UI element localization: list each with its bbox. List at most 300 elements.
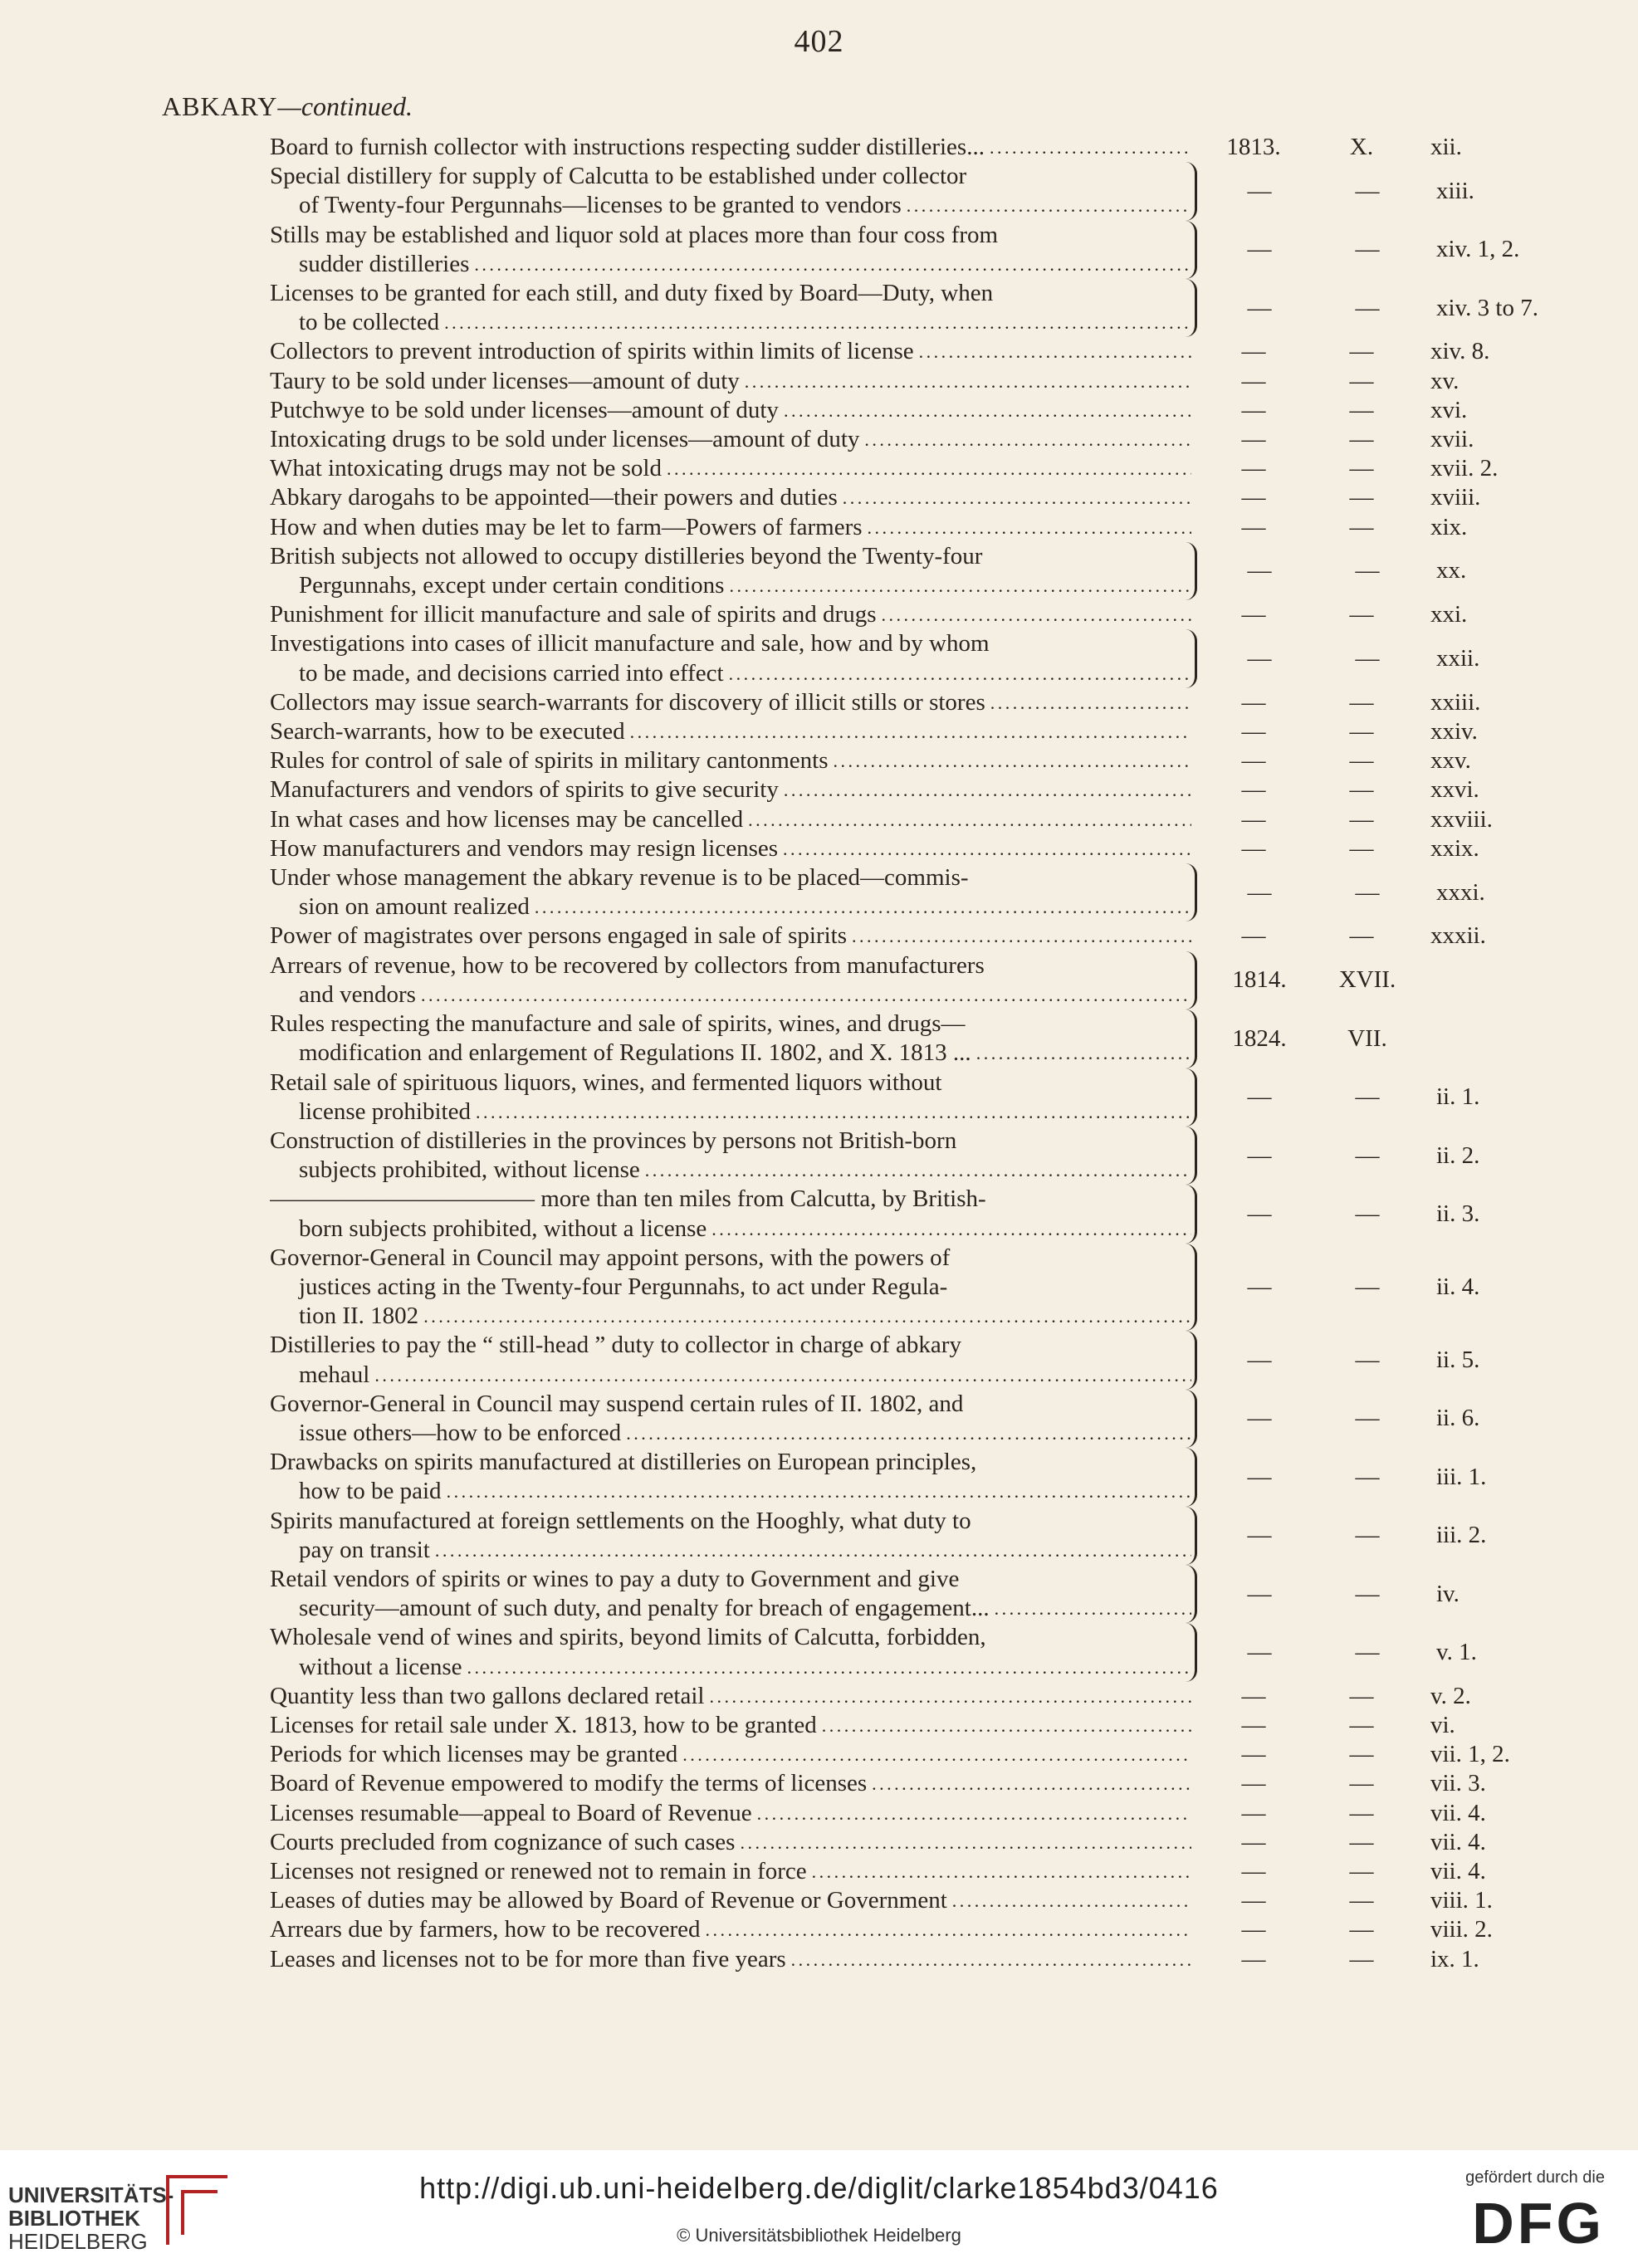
entry-year: — <box>1241 601 1266 628</box>
entry-year: — <box>1247 1638 1272 1665</box>
entry-line <box>270 1273 1191 1302</box>
entry-line <box>270 1127 1191 1156</box>
index-entry <box>270 1740 1510 1769</box>
index-entry <box>270 775 1490 804</box>
entry-description <box>270 1740 1191 1769</box>
entry-line <box>270 892 1191 921</box>
entry-description <box>270 1009 1197 1068</box>
entry-line-text: ——————————— more than ten miles from Calcutta, by British- <box>270 1185 986 1213</box>
entry-line <box>270 1068 1191 1097</box>
entry-year: — <box>1241 1916 1266 1943</box>
entry-line <box>270 308 1191 337</box>
index-entry <box>270 1068 1490 1127</box>
entry-description <box>270 483 1191 512</box>
permalink-url[interactable]: http://digi.ub.uni-heidelberg.de/diglit/clarke1854bd3/0416 <box>419 2171 1219 2205</box>
entry-line <box>270 1302 1191 1331</box>
entry-line <box>270 133 1191 162</box>
entry-year: — <box>1247 645 1272 672</box>
dfg-logo: DFG <box>1472 2191 1605 2256</box>
entry-line-text: How and when duties may be let to farm—Powers of farmers <box>270 513 863 540</box>
index-entry <box>270 1857 1490 1886</box>
entry-section: xxxii. <box>1430 922 1486 950</box>
entry-line <box>270 483 1191 512</box>
entry-section: xiv. 8. <box>1430 338 1490 365</box>
entry-section: vii. 3. <box>1430 1770 1486 1797</box>
entry-description <box>270 162 1197 220</box>
entry-line <box>270 629 1191 658</box>
entry-line <box>270 1915 1191 1944</box>
entry-section: xxii. <box>1436 645 1480 672</box>
index-entry <box>270 717 1490 746</box>
index-entry <box>270 1185 1490 1243</box>
index-entry <box>270 746 1490 775</box>
entry-year: — <box>1247 878 1272 906</box>
entry-line <box>270 1477 1191 1506</box>
entry-line <box>270 279 1191 308</box>
entry-description <box>270 921 1191 951</box>
entry-description <box>270 1565 1197 1623</box>
entry-regulation: — <box>1349 688 1374 716</box>
entry-section: xxi. <box>1430 601 1468 628</box>
entry-year: — <box>1241 1887 1266 1914</box>
entry-line <box>270 1244 1191 1273</box>
entry-section: ii. 1. <box>1436 1083 1480 1111</box>
entry-line-text: What intoxicating drugs may not be sold <box>270 455 662 482</box>
entry-regulation: — <box>1355 236 1380 263</box>
entry-line-text: Quantity less than two gallons declared retail <box>270 1682 705 1709</box>
entry-line <box>270 1009 1191 1039</box>
entry-description <box>270 775 1191 804</box>
footer-bar <box>0 2150 1638 2268</box>
entry-line-text: Rules respecting the manufacture and sale of spirits, wines, and drugs— <box>270 1010 966 1038</box>
index-entry <box>270 1682 1490 1711</box>
entry-line-text: of Twenty-four Pergunnahs—licenses to be granted to vendors <box>299 192 902 219</box>
entry-line-text: mehaul <box>299 1361 370 1388</box>
entry-section: ii. 6. <box>1436 1405 1480 1432</box>
entry-line-text: subjects prohibited, without license <box>299 1156 640 1184</box>
entry-line-text: Leases and licenses not to be for more than five years <box>270 1945 786 1972</box>
entry-regulation: — <box>1349 1799 1374 1826</box>
entry-line <box>270 221 1191 250</box>
entry-section: xxiii. <box>1430 688 1481 716</box>
index-entry <box>270 1565 1490 1623</box>
entry-section: vi. <box>1430 1711 1455 1738</box>
page-number: 402 <box>794 24 844 59</box>
entry-description <box>270 717 1191 746</box>
entry-section: xiv. 3 to 7. <box>1436 294 1538 321</box>
entry-section: xvii. 2. <box>1430 455 1499 482</box>
entry-section: ii. 2. <box>1436 1141 1480 1169</box>
index-entry <box>270 162 1490 220</box>
entry-regulation: — <box>1349 338 1374 365</box>
index-entry <box>270 1009 1490 1068</box>
entry-regulation: — <box>1349 1887 1374 1914</box>
entry-line <box>270 1097 1191 1127</box>
entry-description <box>270 805 1191 834</box>
section-title: ABKARY <box>162 91 278 121</box>
index-entry <box>270 221 1520 279</box>
entry-section: xxviii. <box>1430 805 1493 833</box>
entry-line-text: Governor-General in Council may suspend certain rules of II. 1802, and <box>270 1390 964 1417</box>
entry-year: — <box>1241 1711 1266 1738</box>
index-entry <box>270 951 1490 1009</box>
entry-description <box>270 542 1197 600</box>
entry-year: — <box>1247 1200 1272 1227</box>
entry-regulation: — <box>1355 557 1380 584</box>
index-entry <box>270 863 1490 921</box>
entry-line <box>270 250 1191 279</box>
entry-line-text: How manufacturers and vendors may resign licenses <box>270 834 779 862</box>
index-entry <box>270 1390 1490 1448</box>
entry-line <box>270 542 1191 571</box>
entry-description <box>270 1331 1197 1389</box>
index-entry <box>270 600 1490 629</box>
entry-regulation: — <box>1349 1711 1374 1738</box>
entry-line-text: Arrears due by farmers, how to be recovered <box>270 1916 701 1943</box>
entry-line-text: Licenses not resigned or renewed not to remain in force <box>270 1857 807 1884</box>
entry-year: — <box>1241 688 1266 716</box>
entry-section: ii. 3. <box>1436 1200 1480 1227</box>
entry-regulation: — <box>1355 1273 1380 1300</box>
entry-line-text: Rules for control of sale of spirits in military cantonments <box>270 747 829 775</box>
entry-year: — <box>1247 1580 1272 1607</box>
index-entry <box>270 1623 1490 1681</box>
entry-line-text: to be collected <box>299 309 440 336</box>
entry-line <box>270 746 1191 775</box>
entry-regulation: — <box>1349 1916 1374 1943</box>
entry-year: 1813. <box>1226 134 1281 160</box>
entry-section: xv. <box>1430 367 1460 394</box>
entry-regulation: — <box>1355 645 1380 672</box>
entry-line-text: Collectors may issue search-warrants for discovery of illicit stills or stores <box>270 688 985 716</box>
entry-line-text: Courts precluded from cognizance of such cases <box>270 1828 736 1855</box>
entry-section: vii. 1, 2. <box>1430 1741 1510 1768</box>
entry-line <box>270 600 1191 629</box>
entry-section: xxiv. <box>1430 718 1478 745</box>
entry-line <box>270 863 1191 892</box>
entry-line <box>270 1740 1191 1769</box>
entry-description <box>270 221 1197 279</box>
entry-line <box>270 1799 1191 1828</box>
entry-line-text: Intoxicating drugs to be sold under licenses—amount of duty <box>270 426 860 453</box>
entry-line <box>270 1156 1191 1185</box>
entry-line <box>270 571 1191 600</box>
entry-section: ii. 4. <box>1436 1273 1480 1300</box>
entry-section: xxvi. <box>1430 776 1479 804</box>
index-entry <box>270 1828 1490 1857</box>
entry-section: xii. <box>1430 134 1462 160</box>
entry-line <box>270 1536 1191 1565</box>
index-entry <box>270 1711 1490 1740</box>
entry-regulation: — <box>1355 294 1380 321</box>
entry-description <box>270 1828 1191 1857</box>
entry-line-text: Search-warrants, how to be executed <box>270 718 625 745</box>
entry-description <box>270 1127 1197 1185</box>
entry-line <box>270 834 1191 863</box>
entry-line-text: British subjects not allowed to occupy distilleries beyond the Twenty-four <box>270 542 983 569</box>
entry-line <box>270 1682 1191 1711</box>
entry-description <box>270 367 1191 396</box>
entry-description <box>270 1623 1197 1681</box>
entry-line <box>270 191 1191 220</box>
entry-year: — <box>1247 1273 1272 1300</box>
entry-description <box>270 1244 1197 1332</box>
entry-line-text: Leases of duties may be allowed by Board of Revenue or Government <box>270 1887 947 1914</box>
index-entry <box>270 1507 1490 1565</box>
entry-line-text: how to be paid <box>299 1478 442 1505</box>
entry-line <box>270 1945 1191 1974</box>
entry-description <box>270 513 1191 542</box>
entry-line-text: Stills may be established and liquor sold at places more than four coss from <box>270 221 999 248</box>
entry-year: — <box>1247 236 1272 263</box>
entry-line-text: Board of Revenue empowered to modify the terms of licenses <box>270 1770 868 1797</box>
entry-description <box>270 1945 1191 1974</box>
entry-year: — <box>1241 1682 1266 1709</box>
entry-line <box>270 1711 1191 1740</box>
entry-line <box>270 1419 1191 1448</box>
entry-year: — <box>1247 1463 1272 1490</box>
entry-line <box>270 513 1191 542</box>
entry-description <box>270 1799 1191 1828</box>
entry-section: vii. 4. <box>1430 1828 1486 1855</box>
index-entry <box>270 805 1493 834</box>
index-entry <box>270 454 1499 483</box>
entry-line <box>270 921 1191 951</box>
entry-year: — <box>1241 426 1266 453</box>
index-entry <box>270 513 1490 542</box>
entry-section: xviii. <box>1430 484 1481 511</box>
index-entry <box>270 367 1490 396</box>
entry-line <box>270 688 1191 717</box>
entry-regulation: — <box>1349 718 1374 745</box>
entry-line-text: Manufacturers and vendors of spirits to give security <box>270 776 779 804</box>
entry-regulation: — <box>1355 1638 1380 1665</box>
entry-line-text: Taury to be sold under licenses—amount of duty <box>270 367 740 394</box>
entry-line-text: tion II. 1802 <box>299 1303 419 1330</box>
entry-regulation: — <box>1349 426 1374 453</box>
entry-line <box>270 1185 1191 1214</box>
entry-year: — <box>1241 484 1266 511</box>
entry-regulation: — <box>1349 776 1374 804</box>
entry-line-text: modification and enlargement of Regulations II. 1802, and X. 1813 ... <box>299 1039 971 1067</box>
entry-line-text: license prohibited <box>299 1097 471 1125</box>
entry-description <box>270 746 1191 775</box>
entry-section: iv. <box>1436 1580 1460 1607</box>
entry-description <box>270 1711 1191 1740</box>
entry-regulation: — <box>1349 1945 1374 1972</box>
entry-line-text: Wholesale vend of wines and spirits, beyond limits of Calcutta, forbidden, <box>270 1624 986 1651</box>
entry-regulation: — <box>1355 1522 1380 1549</box>
entry-description <box>270 600 1191 629</box>
library-name-line-1: UNIVERSITÄTS- <box>8 2182 174 2207</box>
index-entry <box>270 1915 1493 1944</box>
index-entry <box>270 1769 1490 1798</box>
entry-regulation: — <box>1355 1141 1380 1169</box>
entry-year: — <box>1247 1522 1272 1549</box>
entry-section: vii. 4. <box>1430 1799 1486 1826</box>
entry-line <box>270 1653 1191 1682</box>
entry-year: — <box>1241 747 1266 775</box>
entry-line-text: Licenses to be granted for each still, and duty fixed by Board—Duty, when <box>270 280 994 307</box>
entry-description <box>270 1886 1191 1915</box>
entry-line-text: and vendors <box>299 980 416 1008</box>
entry-line <box>270 367 1191 396</box>
entry-section: xvi. <box>1430 396 1468 423</box>
entry-section: xvii. <box>1430 426 1474 453</box>
entry-regulation: VII. <box>1347 1024 1387 1052</box>
entry-description <box>270 863 1197 921</box>
entry-line-text: Power of magistrates over persons engaged in sale of spirits <box>270 922 848 950</box>
entry-year: — <box>1241 513 1266 540</box>
entry-description <box>270 454 1191 483</box>
entry-description <box>270 1682 1191 1711</box>
entry-line <box>270 1331 1191 1360</box>
index-entry <box>270 1799 1490 1828</box>
funded-by-label: gefördert durch die <box>1465 2168 1605 2187</box>
entry-line <box>270 805 1191 834</box>
entry-description <box>270 425 1191 454</box>
entry-line <box>270 1857 1191 1886</box>
entry-section: xxxi. <box>1436 878 1485 906</box>
entry-regulation: — <box>1349 455 1374 482</box>
entry-section: ii. 5. <box>1436 1346 1480 1373</box>
entry-line-text: Punishment for illicit manufacture and sale of spirits and drugs <box>270 601 877 628</box>
entry-line <box>270 1565 1191 1594</box>
entry-regulation: X. <box>1349 134 1374 160</box>
entry-year: — <box>1241 338 1266 365</box>
entry-description <box>270 1915 1191 1944</box>
entry-description <box>270 834 1191 863</box>
entry-description <box>270 1857 1191 1886</box>
entry-line-text: Retail vendors of spirits or wines to pay a duty to Government and give <box>270 1565 960 1592</box>
entry-regulation: — <box>1349 747 1374 775</box>
entry-year: — <box>1247 177 1272 204</box>
entry-description <box>270 337 1191 366</box>
entry-line <box>270 775 1191 804</box>
entry-line-text: Distilleries to pay the “ still-head ” duty to collector in charge of abkary <box>270 1332 961 1359</box>
entry-line <box>270 454 1191 483</box>
entry-line <box>270 1039 1191 1068</box>
entry-line <box>270 396 1191 425</box>
entry-year: 1824. <box>1232 1024 1287 1052</box>
entry-section: v. 2. <box>1430 1682 1471 1709</box>
entry-regulation: — <box>1349 601 1374 628</box>
index-entry <box>270 337 1490 366</box>
entry-line-text: security—amount of such duty, and penalty for breach of engagement... <box>299 1595 990 1622</box>
entry-regulation: — <box>1355 1580 1380 1607</box>
section-suffix: —continued. <box>277 91 413 121</box>
entry-line-text: Putchwye to be sold under licenses—amount of duty <box>270 396 779 423</box>
index-entry <box>270 834 1490 863</box>
index-entry <box>270 1448 1490 1506</box>
entry-section: viii. 1. <box>1430 1887 1493 1914</box>
entry-regulation: — <box>1355 1346 1380 1373</box>
entry-line-text: pay on transit <box>299 1536 430 1563</box>
entry-year: — <box>1241 1945 1266 1972</box>
entry-description <box>270 629 1197 687</box>
entry-section: xiv. 1, 2. <box>1436 236 1520 263</box>
entry-section: xiii. <box>1436 177 1474 204</box>
entry-line <box>270 1448 1191 1477</box>
entry-year: — <box>1241 1828 1266 1855</box>
entry-line-text: Arrears of revenue, how to be recovered by collectors from manufacturers <box>270 951 985 979</box>
entry-section: xix. <box>1430 513 1468 540</box>
entry-regulation: — <box>1349 484 1374 511</box>
entry-year: — <box>1241 776 1266 804</box>
entry-regulation: — <box>1355 177 1380 204</box>
entry-regulation: — <box>1349 1682 1374 1709</box>
entry-description <box>270 1769 1191 1798</box>
index-entries <box>270 133 1538 1974</box>
entry-year: — <box>1241 1741 1266 1768</box>
entry-description <box>270 1068 1197 1127</box>
entry-line <box>270 1594 1191 1623</box>
entry-section: iii. 2. <box>1436 1522 1487 1549</box>
entry-year: — <box>1241 834 1266 862</box>
entry-line <box>270 425 1191 454</box>
entry-year: — <box>1247 1346 1272 1373</box>
entry-year: — <box>1241 805 1266 833</box>
entry-description <box>270 951 1197 1009</box>
entry-line <box>270 659 1191 688</box>
entry-line-text: sudder distilleries <box>299 250 470 277</box>
entry-line-text: Governor-General in Council may appoint persons, with the powers of <box>270 1244 951 1271</box>
entry-regulation: — <box>1349 1770 1374 1797</box>
entry-line <box>270 162 1191 191</box>
entry-line <box>270 980 1191 1009</box>
entry-regulation: — <box>1349 834 1374 862</box>
entry-section: ix. 1. <box>1430 1945 1479 1972</box>
entry-section: xxv. <box>1430 747 1471 775</box>
entry-line-text: Licenses for retail sale under X. 1813, how to be granted <box>270 1711 817 1738</box>
entry-section: iii. 1. <box>1436 1463 1487 1490</box>
entry-regulation: — <box>1349 513 1374 540</box>
index-entry <box>270 921 1490 951</box>
copyright-notice: © Universitätsbibliothek Heidelberg <box>677 2225 961 2246</box>
index-entry <box>270 688 1490 717</box>
entry-line-text: Spirits manufactured at foreign settlements on the Hooghly, what duty to <box>270 1507 971 1534</box>
entry-line <box>270 1361 1191 1390</box>
index-entry <box>270 279 1538 337</box>
entry-line-text: Investigations into cases of illicit manufacture and sale, how and by whom <box>270 630 990 657</box>
entry-description <box>270 133 1191 162</box>
entry-line <box>270 1828 1191 1857</box>
entry-line-text: Special distillery for supply of Calcutta to be established under collector <box>270 163 967 190</box>
entry-description <box>270 1507 1197 1565</box>
entry-regulation: — <box>1349 805 1374 833</box>
entry-year: — <box>1241 1799 1266 1826</box>
entry-description <box>270 279 1197 337</box>
entry-regulation: — <box>1349 1741 1374 1768</box>
entry-line <box>270 717 1191 746</box>
entry-line-text: born subjects prohibited, without a license <box>299 1215 707 1242</box>
index-entry <box>270 1244 1490 1332</box>
entry-year: — <box>1247 294 1272 321</box>
index-entry <box>270 396 1490 425</box>
index-entry <box>270 483 1490 512</box>
entry-regulation: — <box>1355 1083 1380 1111</box>
entry-line <box>270 337 1191 366</box>
entry-regulation: — <box>1349 922 1374 950</box>
entry-line-text: Licenses resumable—appeal to Board of Revenue <box>270 1799 752 1826</box>
entry-year: — <box>1247 1405 1272 1432</box>
entry-regulation: — <box>1355 1463 1380 1490</box>
entry-year: — <box>1247 1083 1272 1111</box>
entry-description <box>270 1448 1197 1506</box>
entry-regulation: — <box>1349 1828 1374 1855</box>
entry-line-text: In what cases and how licenses may be cancelled <box>270 805 744 833</box>
entry-description <box>270 688 1191 717</box>
